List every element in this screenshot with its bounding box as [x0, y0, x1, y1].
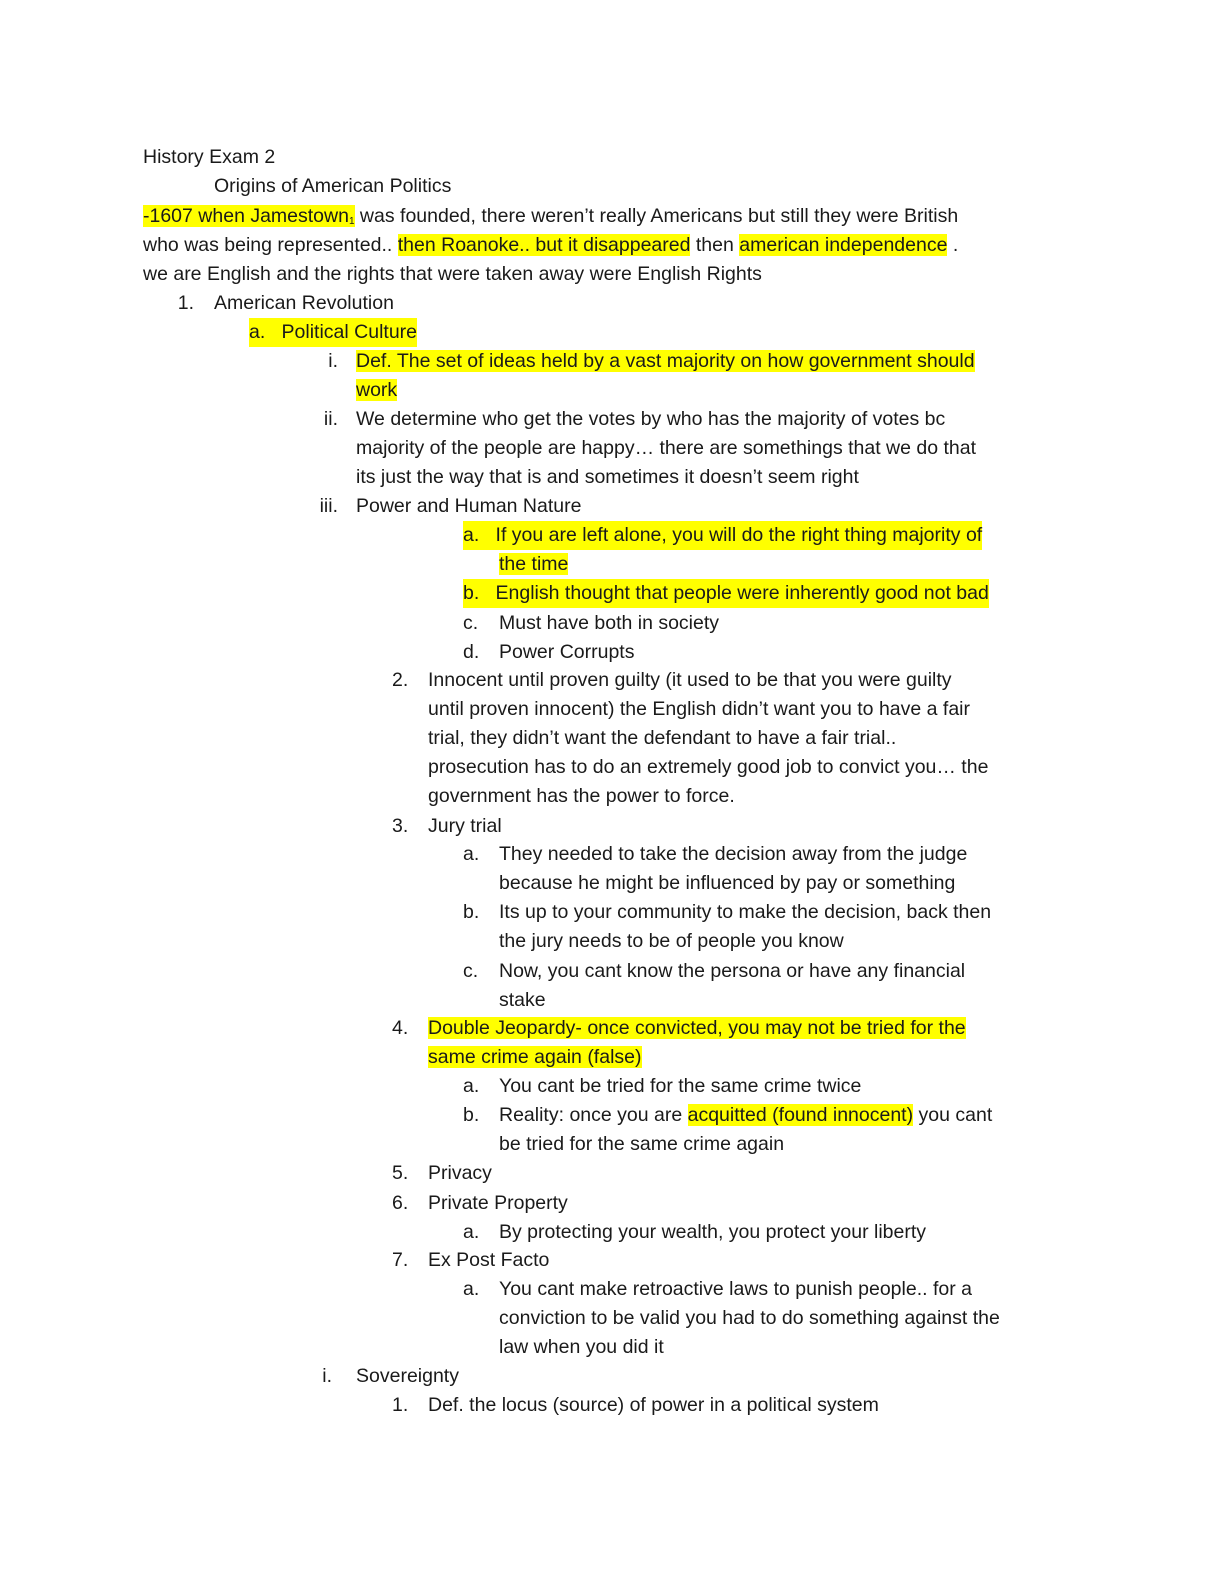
list-marker: ii. — [323, 408, 338, 430]
highlight-jamestown — [143, 205, 355, 227]
list-item-privacy: Privacy — [428, 1162, 492, 1184]
list-marker: 4. — [392, 1017, 409, 1039]
list-item-innocent-cont: government has the power to force. — [428, 785, 735, 807]
list-marker: b. — [463, 1104, 480, 1126]
intro-text: then — [690, 234, 740, 256]
intro-text: was founded, there weren’t really Americans but still they were British — [354, 205, 959, 227]
list-marker: 2. — [392, 669, 409, 691]
document-title: History Exam 2 — [143, 146, 276, 168]
highlight-text: -1607 when Jamestown — [143, 205, 349, 227]
list-item-text: Reality: once you are — [499, 1104, 688, 1126]
intro-text: who was being represented.. — [143, 234, 398, 256]
list-item-text: you cant — [913, 1104, 993, 1126]
list-item-community: Its up to your community to make the decision, back then — [499, 901, 992, 923]
list-item-double-jeopardy-cont — [428, 1043, 642, 1072]
list-item-community-cont: the jury needs to be of people you know — [499, 930, 844, 952]
list-item-political-culture — [249, 318, 417, 347]
list-marker: 7. — [392, 1249, 409, 1271]
list-marker: a. — [463, 1278, 480, 1300]
list-item-tried-twice: You cant be tried for the same crime twice — [499, 1075, 862, 1097]
list-marker: 6. — [392, 1192, 409, 1214]
list-item-innocent-cont: until proven innocent) the English didn’t want you to have a fair — [428, 698, 971, 720]
list-item-text: English thought that people were inherently good not bad — [495, 582, 989, 604]
list-item-definition-cont — [356, 376, 397, 405]
list-item-financial-stake: Now, you cant know the persona or have any financial — [499, 960, 966, 982]
list-item-sovereignty: Sovereignty — [356, 1365, 459, 1387]
list-item-power-human-nature: Power and Human Nature — [356, 495, 582, 517]
highlight-double-jeopardy: Double Jeopardy- once convicted, you may not be tried for the — [428, 1017, 966, 1039]
list-item-innocent-cont: prosecution has to do an extremely good job to convict you… the — [428, 756, 989, 778]
intro-line-2 — [143, 231, 958, 260]
list-item-innocent-until-proven: Innocent until proven guilty (it used to be that you were guilty — [428, 669, 952, 691]
list-item-left-alone-cont — [499, 550, 568, 579]
list-marker: a. — [463, 1075, 480, 1097]
list-marker: b. — [463, 582, 480, 604]
list-item-retroactive-cont: law when you did it — [499, 1336, 664, 1358]
list-item-votes-cont: majority of the people are happy… there are somethings that we do that — [356, 437, 977, 459]
list-marker: a. — [463, 843, 480, 865]
highlight-text: the time — [499, 553, 569, 575]
list-marker: 1. — [177, 292, 194, 314]
list-marker: iii. — [319, 495, 338, 517]
list-item-both-in-society: Must have both in society — [499, 612, 720, 634]
highlight-roanoke: then Roanoke.. but it disappeared — [397, 234, 691, 256]
list-item-locus-of-power: Def. the locus (source) of power in a political system — [428, 1394, 879, 1416]
list-item-financial-stake-cont: stake — [499, 989, 546, 1011]
list-marker: a. — [463, 524, 480, 546]
list-item-text: If you are left alone, you will do the right thing majority of — [495, 524, 983, 546]
list-item-ex-post-facto: Ex Post Facto — [428, 1249, 550, 1271]
section-heading: Origins of American Politics — [214, 175, 452, 197]
list-item-retroactive: You cant make retroactive laws to punish people.. for a — [499, 1278, 972, 1300]
highlight-definition: Def. The set of ideas held by a vast majority on how government should — [356, 350, 975, 372]
list-marker: 1. — [392, 1394, 409, 1416]
list-item-power-corrupts: Power Corrupts — [499, 641, 635, 663]
list-item-double-jeopardy — [428, 1014, 966, 1043]
list-item-votes: We determine who get the votes by who has the majority of votes bc — [356, 408, 946, 430]
list-marker: d. — [463, 641, 480, 663]
list-item-inherently-good — [463, 579, 989, 608]
list-item-votes-cont: its just the way that is and sometimes it doesn’t seem right — [356, 466, 859, 488]
list-item-retroactive-cont: conviction to be valid you had to do something against the — [499, 1307, 1000, 1329]
list-item-judge-cont: because he might be influenced by pay or something — [499, 872, 956, 894]
list-item-text: Political Culture — [281, 321, 418, 343]
list-item-private-property: Private Property — [428, 1192, 568, 1214]
highlight-definition: work — [356, 379, 398, 401]
list-marker: b. — [463, 901, 480, 923]
footnote-marker[interactable]: 1 — [348, 216, 355, 227]
list-marker: i. — [322, 1365, 332, 1387]
intro-text: . — [947, 234, 959, 256]
list-marker: 5. — [392, 1162, 409, 1184]
list-item-american-revolution: American Revolution — [214, 292, 394, 314]
list-item-reality — [499, 1101, 992, 1130]
list-marker: 3. — [392, 815, 409, 837]
highlight-acquitted: acquitted (found innocent) — [687, 1104, 914, 1126]
list-item-jury-trial: Jury trial — [428, 815, 502, 837]
list-marker: i. — [328, 350, 338, 372]
list-item-wealth-liberty: By protecting your wealth, you protect your liberty — [499, 1221, 927, 1243]
list-marker: c. — [463, 960, 479, 982]
list-marker: c. — [463, 612, 479, 634]
highlight-independence: american independence — [739, 234, 948, 256]
list-item-reality-cont: be tried for the same crime again — [499, 1133, 785, 1155]
list-item-left-alone — [463, 521, 982, 550]
list-marker: a. — [463, 1221, 480, 1243]
intro-line-3: we are English and the rights that were taken away were English Rights — [143, 263, 762, 285]
list-item-innocent-cont: trial, they didn’t want the defendant to have a fair trial.. — [428, 727, 897, 749]
list-marker: a. — [249, 321, 266, 343]
list-item-definition — [356, 347, 975, 376]
list-item-judge: They needed to take the decision away from the judge — [499, 843, 968, 865]
highlight-double-jeopardy: same crime again (false) — [428, 1046, 642, 1068]
